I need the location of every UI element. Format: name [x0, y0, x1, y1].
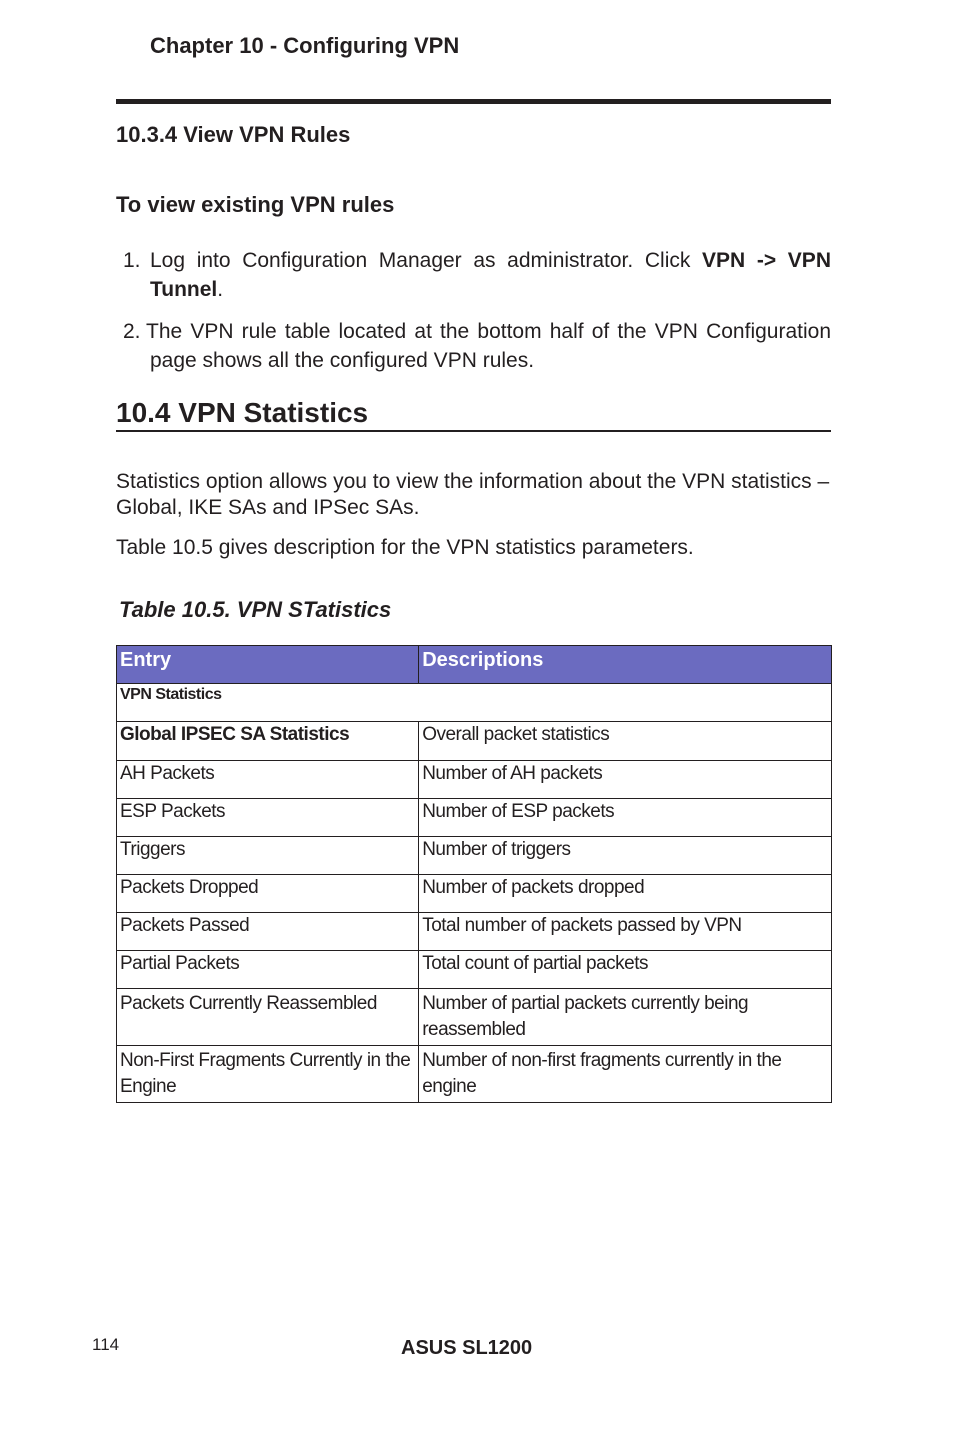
step-2-number: 2. [123, 320, 141, 343]
header-rule [116, 99, 831, 104]
step-1-end: . [217, 278, 224, 301]
step-1 [116, 246, 831, 304]
step-1-number: 1. [123, 249, 141, 272]
entry-cell: Partial Packets [117, 951, 419, 989]
product-name: ASUS SL1200 [401, 1337, 533, 1359]
entry-cell: ESP Packets [117, 799, 419, 837]
table-row [117, 761, 832, 799]
description-cell: Number of ESP packets [419, 799, 832, 837]
description-cell: Overall packet statistics [419, 722, 832, 761]
section-heading-10-4: 10.4 VPN Statistics [116, 396, 831, 432]
table-header-row [117, 646, 832, 684]
entry-cell: Non-First Fragments Currently in the Engine [117, 1046, 419, 1103]
section-label-cell: VPN Statistics [117, 684, 832, 722]
step-1-text: Log into Configuration Manager as administrator. Click [150, 249, 703, 272]
step-2-line-1: The VPN rule table located at the bottom half of the VPN Configuration [146, 320, 831, 343]
step-2 [116, 317, 831, 375]
header-entry: Entry [117, 646, 419, 684]
table-row [117, 1046, 832, 1103]
table-reference-paragraph: Table 10.5 gives description for the VPN statistics parameters. [116, 536, 694, 559]
description-cell: Number of non-first fragments currently in the engine [419, 1046, 832, 1103]
entry-cell: Packets Currently Reassembled [117, 989, 419, 1046]
section-heading-10-3-4: 10.3.4 View VPN Rules [116, 122, 351, 147]
page-number: 114 [92, 1335, 120, 1354]
table-row [117, 837, 832, 875]
step-1-menu-path: VPN -> VPN Tunnel [150, 249, 831, 301]
vpn-statistics-table [116, 645, 832, 1103]
description-cell: Total number of packets passed by VPN [419, 913, 832, 951]
entry-cell: Triggers [117, 837, 419, 875]
table-row [117, 875, 832, 913]
description-cell: Number of triggers [419, 837, 832, 875]
description-cell: Total count of partial packets [419, 951, 832, 989]
table-section-row [117, 684, 832, 722]
procedure-heading: To view existing VPN rules [116, 192, 395, 217]
chapter-header: Chapter 10 - Configuring VPN [150, 33, 460, 58]
table-row [117, 913, 832, 951]
table-row [117, 989, 832, 1046]
entry-cell: Packets Dropped [117, 875, 419, 913]
description-cell: Number of partial packets currently being reassembled [419, 989, 832, 1046]
description-cell: Number of packets dropped [419, 875, 832, 913]
table-row [117, 722, 832, 761]
table-row [117, 799, 832, 837]
entry-cell: Packets Passed [117, 913, 419, 951]
statistics-intro-paragraph: Statistics option allows you to view the information about the VPN statistics – Global, IKE SAs and IPSec SAs. [116, 470, 830, 519]
entry-cell: Global IPSEC SA Statistics [117, 722, 419, 761]
table-caption: Table 10.5. VPN STatistics [119, 597, 392, 622]
description-cell: Number of AH packets [419, 761, 832, 799]
header-descriptions: Descriptions [419, 646, 832, 684]
step-2-line-2: page shows all the configured VPN rules. [150, 349, 535, 372]
entry-cell: AH Packets [117, 761, 419, 799]
table-row [117, 951, 832, 989]
